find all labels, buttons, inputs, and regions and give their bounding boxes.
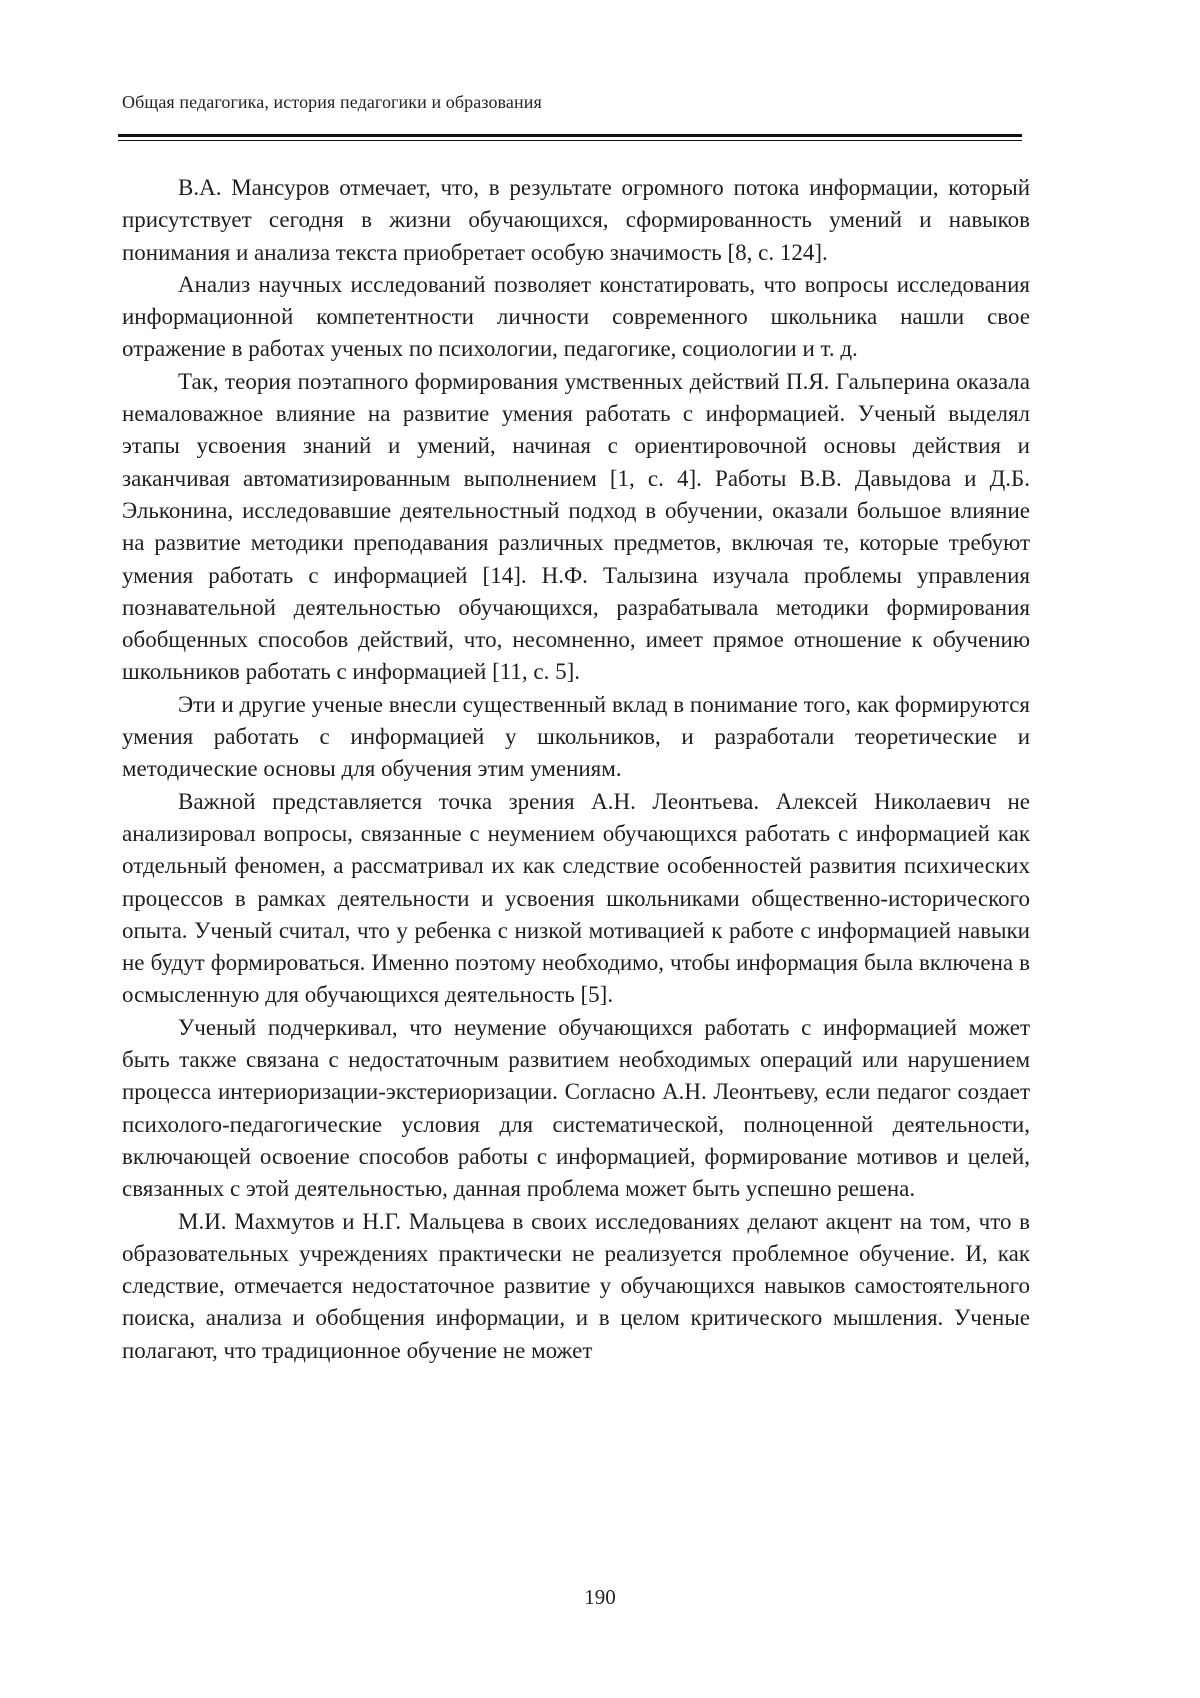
paragraph-mansurov: В.А. Мансуров отмечает, что, в результате огромного потока информации, который присутствует сегодня в жизни обучающихся, сформированность умений и навыков понимания и анализа текста приобретает особую значимость [8, с. 124]. (122, 175, 1030, 265)
paragraph-scientists-contribution: Эти и другие ученые внесли существенный вклад в понимание того, как формируются умения работать с информацией у школьников, и разработали теоретические и методические основы для обучения этим умениям. (122, 691, 1030, 782)
paragraph-galperin-theory: Так, теория поэтапного формирования умственных действий П.Я. Гальперина оказала немаловажное влияние на развитие умения работать с информацией. Ученый выделял этапы усвоения знаний и умений, начиная с ориентировочной основы действия и заканчивая автоматизированным выполнением [1, с. 4]. Работы В.В. Давыдова и Д.Б. Эльконина, исследовавшие деятельностный подход в обучении, оказали большое влияние на развитие методики преподавания различных предметов, включая те, которые требуют умения работать с информацией [14]. Н.Ф. Талызина изучала проблемы управления познавательной деятельностью обучающихся, разрабатывала методики формирования обобщенных способов действий, что, несомненно, имеет прямое отношение к обучению школьников работать с информацией [11, с. 5]. (122, 368, 1030, 685)
paragraph-research-analysis: Анализ научных исследований позволяет констатировать, что вопросы исследования информационной компетентности личности современного школьника нашли свое отражение в работах ученых по психологии, педагогике, социологии и т. д. (122, 271, 1030, 362)
running-head: Общая педагогика, история педагогики и образования (122, 92, 542, 112)
page-number: 190 (584, 1585, 616, 1609)
paragraph-leontiev-view: Важной представляется точка зрения А.Н. Леонтьева. Алексей Николаевич не анализировал вопросы, связанные с неумением обучающихся работать с информацией как отдельный феномен, а рассматривал их как следствие особенностей развития психических процессов в рамках деятельности и усвоения школьниками общественно-исторического опыта. Ученый считал, что у ребенка с низкой мотивацией к работе с информацией навыки не будут формироваться. Именно поэтому необходимо, чтобы информация была включена в осмысленную для обучающихся деятельность [5]. (122, 788, 1030, 1008)
paragraph-makhmutov-maltseva: М.И. Махмутов и Н.Г. Мальцева в своих исследованиях делают акцент на том, что в образовательных учреждениях практически не реализуется проблемное обучение. И, как следствие, отмечается недостаточное развитие у обучающихся навыков самостоятельного поиска, анализа и обобщения информации, и в целом критического мышления. Ученые полагают, что традиционное обучение не может (122, 1208, 1030, 1363)
paragraph-interiorization: Ученый подчеркивал, что неумение обучающихся работать с информацией может быть также связана с недостаточным развитием необходимых операций или нарушением процесса интериоризации-экстериоризации. Согласно А.Н. Леонтьеву, если педагог создает психолого-педагогические условия для систематической, полноценной деятельности, включающей освоение способов работы с информацией, формирование мотивов и целей, связанных с этой деятельностью, данная проблема может быть успешно решена. (122, 1014, 1030, 1202)
header-rule-thin (118, 140, 1022, 141)
header-rule-thick (118, 134, 1022, 137)
article-body (122, 172, 1030, 1367)
